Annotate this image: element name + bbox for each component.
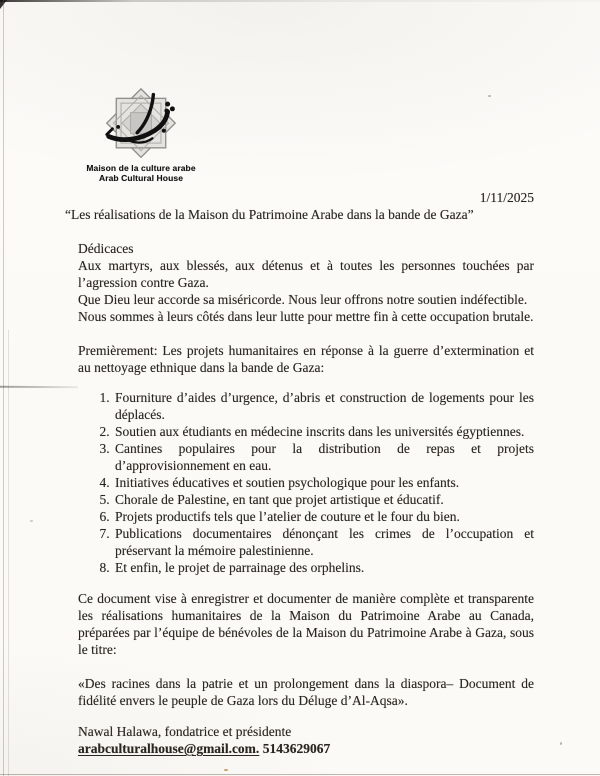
scan-artifact-scratch	[0, 386, 78, 389]
list-item: 4. Initiatives éducatives et soutien psychologique pour les enfants.	[113, 474, 534, 491]
logo-caption-french: Maison de la culture arabe	[86, 163, 196, 173]
scan-artifact-left-line	[8, 330, 9, 776]
list-item: 7. Publications documentaires dénonçant les crimes de l’occupation et préservant la mémoire palestinienne.	[113, 525, 534, 559]
dedication-section	[78, 240, 534, 325]
scan-artifact-speck	[560, 742, 562, 745]
email-link[interactable]: arabculturalhouse@gmail.com.	[78, 741, 260, 756]
logo-caption-english: Arab Cultural House	[98, 172, 184, 183]
projects-list	[78, 389, 534, 576]
dedication-heading: Dédicaces	[78, 241, 134, 256]
quote-paragraph: «Des racines dans la patrie et un prolongement dans la diaspora– Document de fidélité envers le peuple de Gaza lors du Déluge d’Al-Aqsa».	[78, 676, 534, 708]
list-item: 5. Chorale de Palestine, en tant que projet artistique et éducatif.	[113, 491, 534, 508]
scan-artifact-bottom-edge	[0, 774, 600, 775]
scan-artifact-top-edge	[0, 0, 600, 2]
signature-line: Nawal Halawa, fondatrice et présidente	[78, 724, 292, 739]
dedication-line: Aux martyrs, aux blessés, aux détenus et à toutes les personnes touchées par l’agression contre Gaza.	[78, 258, 534, 290]
letter-content	[65, 86, 534, 757]
scan-artifact-left-edge	[3, 0, 4, 776]
document-title: “Les réalisations de la Maison du Patrimoine Arabe dans la bande de Gaza”	[65, 207, 474, 222]
scan-artifact-speck	[224, 769, 228, 771]
closing-paragraph: Ce document vise à enregistrer et documenter de manière complète et transparente les réalisations humanitaires de la Maison du Patrimoine Arabe au Canada, préparées par l’équipe de bénévoles de la Maison du Patrimoine Arabe à Gaza, sous le titre:	[78, 591, 534, 657]
document-date: 1/11/2025	[479, 190, 534, 205]
dedication-line: Nous sommes à leurs côtés dans leur lutte pour mettre fin à cette occupation brutale.	[78, 309, 534, 324]
list-item: 6. Projets productifs tels que l’atelier de couture et le four du bien.	[113, 508, 534, 525]
contact-line	[78, 740, 534, 757]
list-item: 1. Fourniture d’aides d’urgence, d’abris et construction de logements pour les déplacés.	[113, 389, 534, 423]
projects-intro: Premièrement: Les projets humanitaires en réponse à la guerre d’extermination et au nettoyage ethnique dans la bande de Gaza:	[78, 343, 534, 375]
list-item: 2. Soutien aux étudiants en médecine inscrits dans les universités égyptiennes.	[113, 423, 534, 440]
dedication-line: Que Dieu leur accorde sa miséricorde. Nous leur offrons notre soutien indéfectible.	[78, 292, 528, 307]
organization-logo	[70, 86, 212, 183]
list-item: 8. Et enfin, le projet de parrainage des orphelins.	[113, 559, 534, 576]
list-item: 3. Cantines populaires pour la distribution de repas et projets d’approvisionnement en eau.	[113, 440, 534, 474]
scan-artifact-speck	[30, 520, 33, 522]
eight-pointed-star-calligraphy-icon	[83, 86, 199, 164]
phone-number: 5143629067	[262, 741, 331, 756]
